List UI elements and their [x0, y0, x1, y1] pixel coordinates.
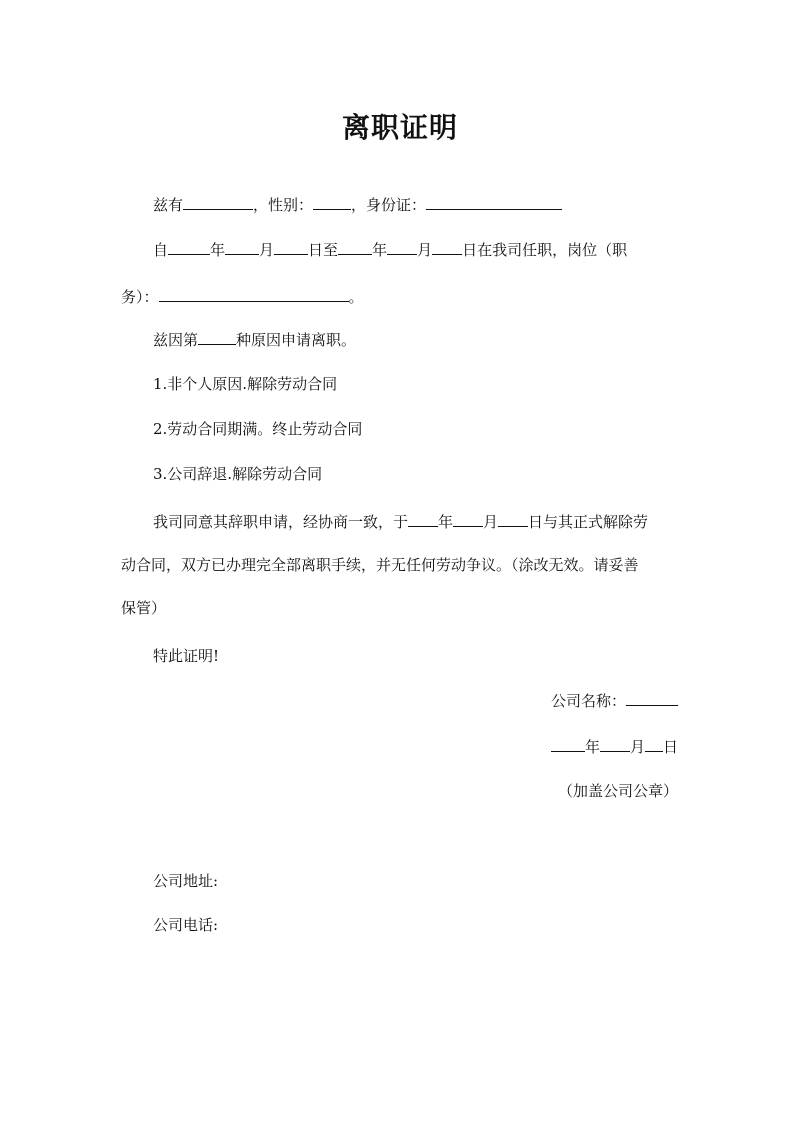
reason-prefix: 兹因第: [153, 331, 199, 349]
termination-day-blank: [498, 510, 528, 527]
gender-blank: [313, 193, 351, 210]
reason-suffix: 种原因申请离职。: [236, 331, 357, 349]
termination-year-label: 年: [438, 513, 454, 531]
company-name-label: 公司名称：: [550, 692, 626, 710]
seal-note: （加盖公司公章）: [557, 782, 678, 800]
closing-statement: 特此证明!: [153, 647, 220, 665]
end-year-blank: [338, 238, 372, 255]
employee-name-label: 兹有: [153, 196, 184, 214]
id-label: ，身份证：: [351, 196, 427, 214]
termination-month-blank: [453, 510, 483, 527]
start-year-blank: [168, 238, 210, 255]
company-name-blank: [626, 689, 678, 706]
employment-period-line: [153, 238, 693, 261]
start-day-label: 日至: [308, 241, 339, 259]
position-period: 。: [348, 288, 364, 306]
company-name-line: [430, 689, 678, 712]
gender-label: ，性别：: [253, 196, 314, 214]
company-address-label: 公司地址:: [153, 872, 219, 890]
name-blank: [183, 193, 253, 210]
start-month-blank: [225, 238, 259, 255]
signing-date-line: [430, 735, 678, 758]
sign-day-label: 日: [662, 738, 678, 756]
reason-option-2: 2.劳动合同期满。终止劳动合同: [153, 420, 363, 438]
end-month-blank: [387, 238, 417, 255]
id-blank: [426, 193, 562, 210]
end-day-blank: [432, 238, 462, 255]
sign-month-blank: [600, 735, 630, 752]
document-title: 离职证明: [341, 111, 458, 144]
reason-blank: [198, 328, 236, 345]
agreement-line-2: 动合同，双方已办理完全部离职手续，并无任何劳动争议。（涂改无效。请妥善: [121, 556, 639, 574]
termination-year-blank: [408, 510, 438, 527]
sign-month-label: 月: [629, 738, 645, 756]
termination-month-label: 月: [483, 513, 499, 531]
sign-year-label: 年: [584, 738, 600, 756]
start-year-label: 年: [210, 241, 226, 259]
start-day-blank: [274, 238, 308, 255]
position-label-cont: 务）：: [121, 288, 159, 306]
reason-option-1: 1.非个人原因.解除劳动合同: [153, 375, 338, 393]
employee-info-line: [153, 193, 693, 216]
position-label: 日在我司任职，岗位（职: [462, 241, 628, 259]
agreement-prefix: 我司同意其辞职申请，经协商一致，于: [153, 513, 409, 531]
end-month-label: 月: [417, 241, 433, 259]
reason-option-3: 3.公司辞退.解除劳动合同: [153, 465, 323, 483]
sign-year-blank: [551, 735, 585, 752]
sign-day-blank: [645, 735, 663, 752]
position-blank: [159, 285, 349, 302]
agreement-tail: 日与其正式解除劳: [528, 513, 649, 531]
agreement-line-3: 保管）: [121, 599, 167, 617]
end-year-label: 年: [372, 241, 388, 259]
company-phone-label: 公司电话:: [153, 916, 219, 934]
position-line: [121, 285, 691, 308]
reason-line: [153, 328, 693, 351]
agreement-line-1: [153, 510, 693, 533]
start-month-label: 月: [259, 241, 275, 259]
from-label: 自: [153, 241, 169, 259]
